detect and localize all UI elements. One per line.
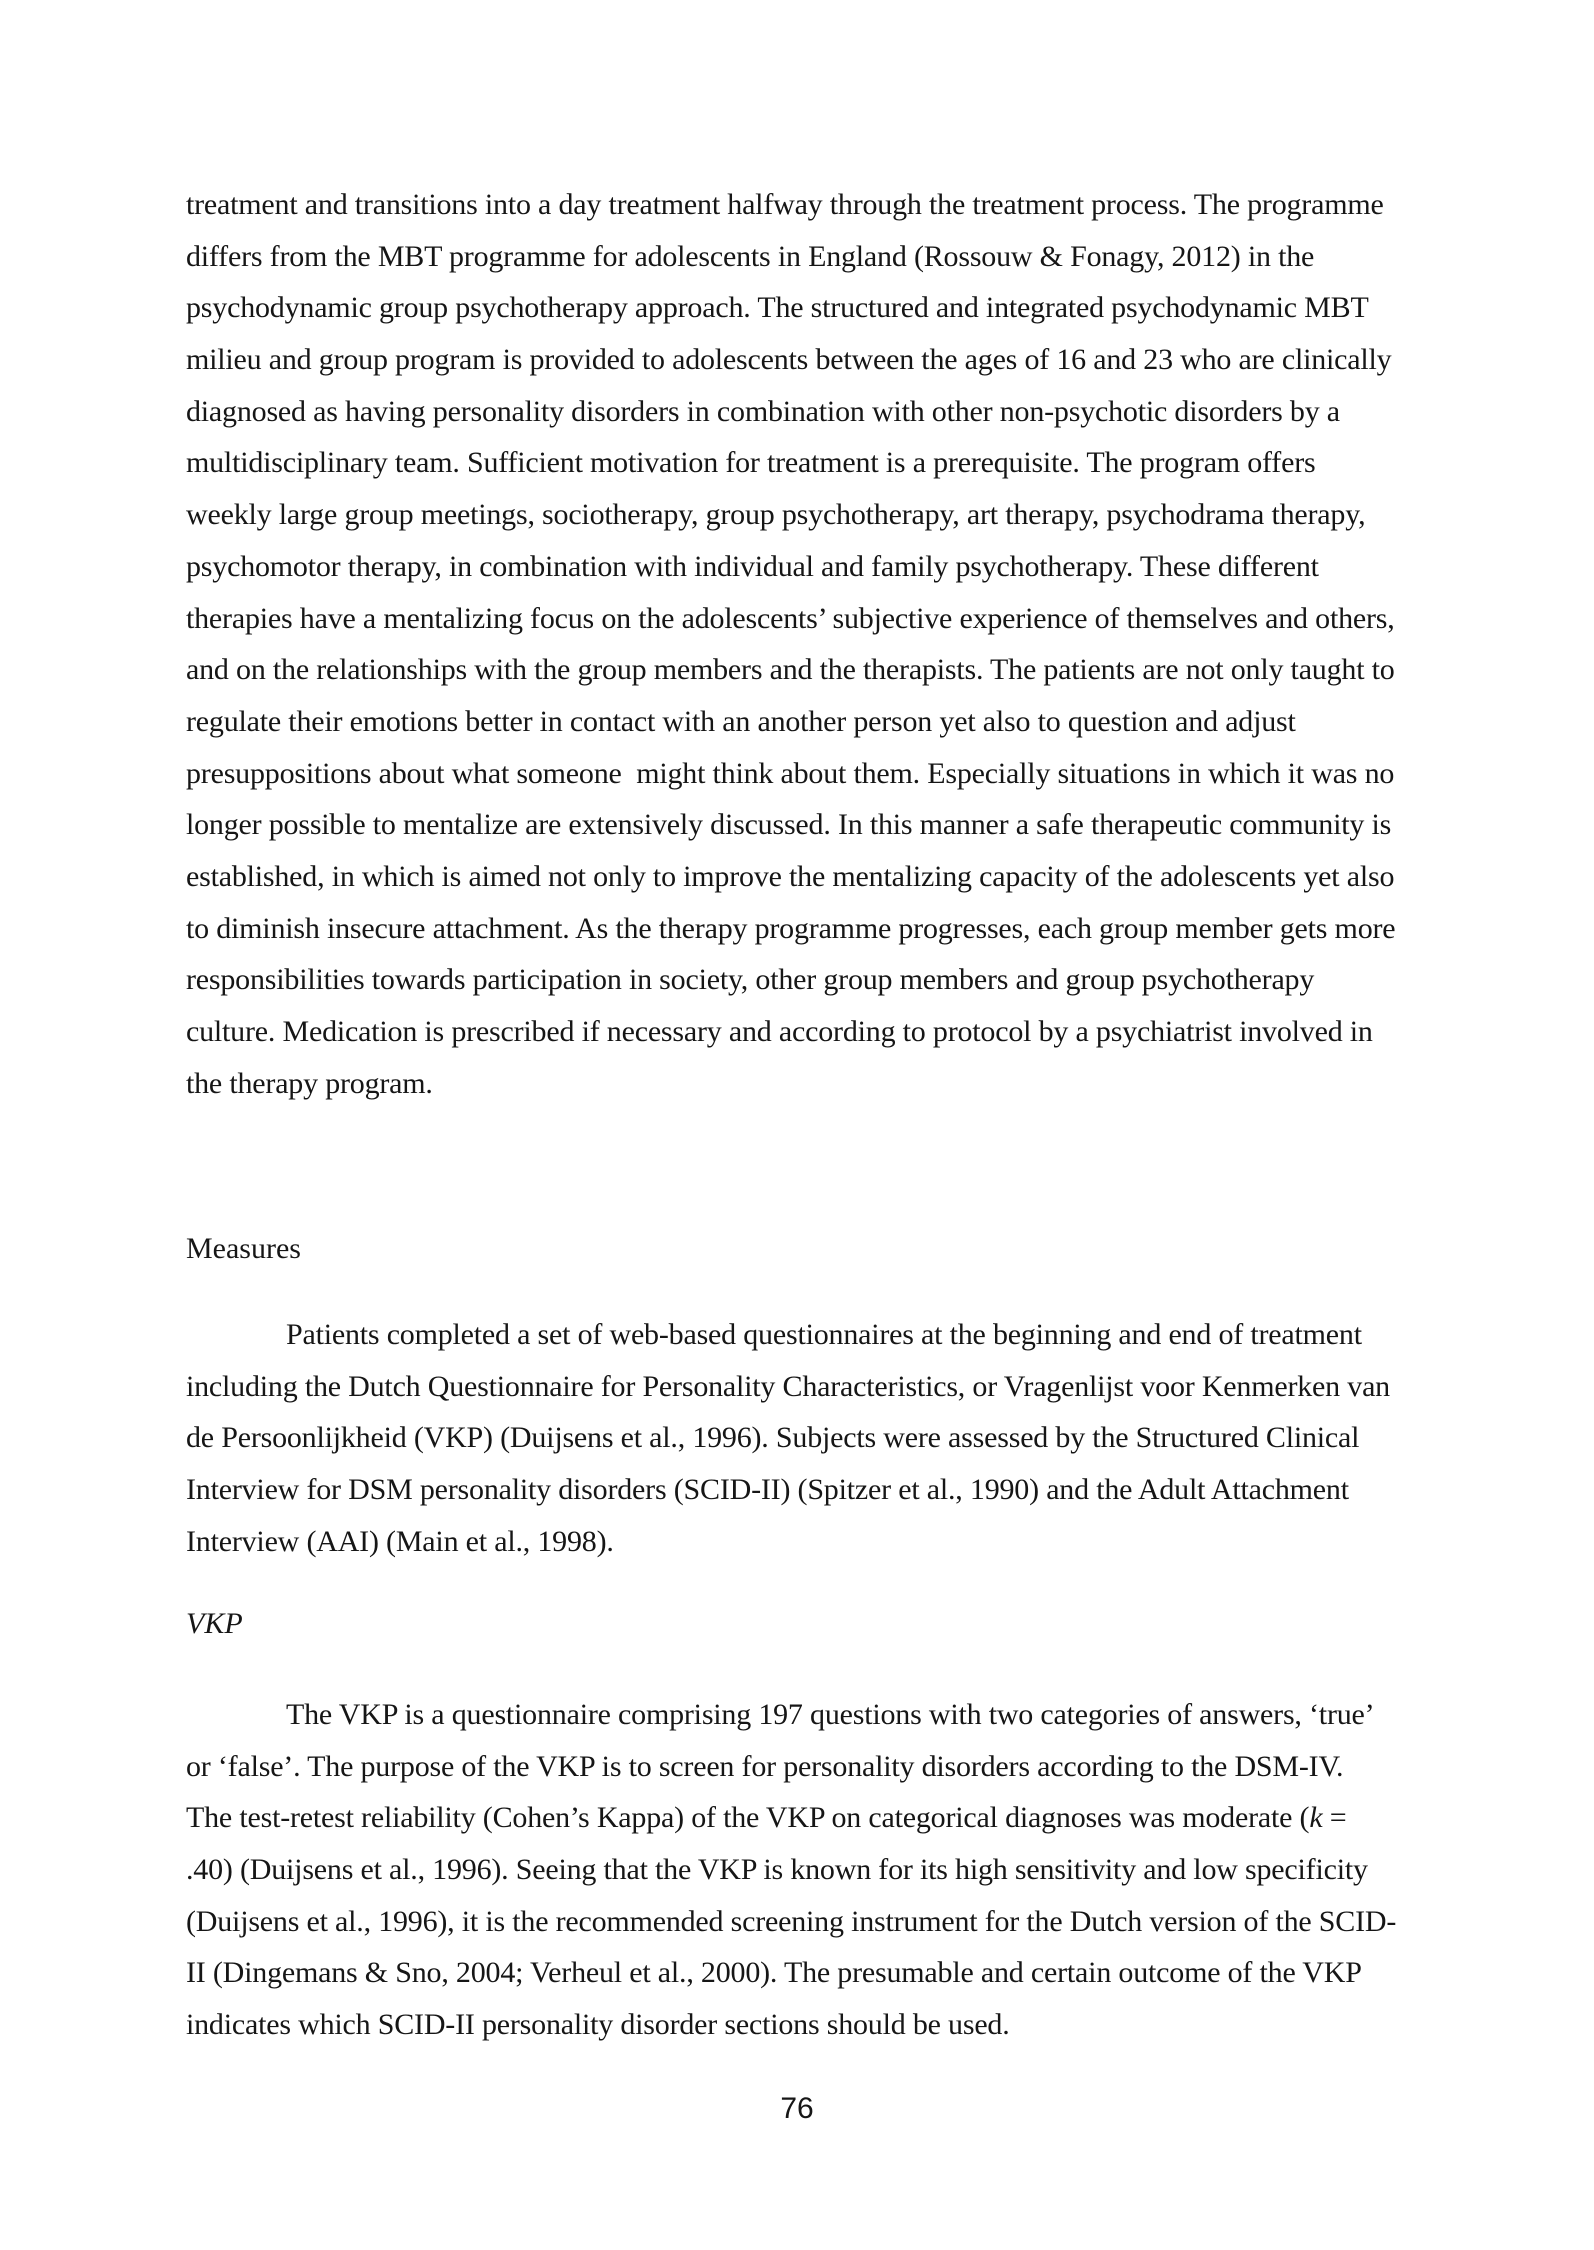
text-line: diagnosed as having personality disorders in combination with other non-psychotic disorders by a (186, 394, 1340, 428)
page-number: 76 (780, 2092, 814, 2125)
text-line: psychomotor therapy, in combination with individual and family psychotherapy. These different (186, 549, 1319, 583)
text-line: (Duijsens et al., 1996), it is the recommended screening instrument for the Dutch version of the SCID- (186, 1904, 1397, 1938)
text-line: culture. Medication is prescribed if necessary and according to protocol by a psychiatrist involved in (186, 1015, 1373, 1048)
text-line: The VKP is a questionnaire comprising 197 questions with two categories of answers, ‘true’ (286, 1698, 1375, 1731)
text-line: .40) (Duijsens et al., 1996). Seeing that the VKP is known for its high sensitivity and low specificity (186, 1853, 1368, 1887)
text-line: de Persoonlijkheid (VKP) (Duijsens et al., 1996). Subjects were assessed by the Structured Clinical (186, 1421, 1360, 1455)
text-line: weekly large group meetings, sociotherapy, group psychotherapy, art therapy, psychodrama therapy, (186, 498, 1366, 532)
paragraph-vkp (186, 1689, 1534, 2051)
text-segment: The test-retest reliability (Cohen’s Kappa) of the VKP on categorical diagnoses was moderate ( (186, 1801, 1310, 1835)
text-line: established, in which is aimed not only to improve the mentalizing capacity of the adolescents yet also (186, 859, 1395, 893)
italic-k-symbol: k (1309, 1801, 1323, 1835)
text-line: longer possible to mentalize are extensively discussed. In this manner a safe therapeutic community is (186, 808, 1392, 842)
text-line: multidisciplinary team. Sufficient motivation for treatment is a prerequisite. The program offers (186, 446, 1316, 480)
section-heading-measures: Measures (186, 1232, 301, 1265)
text-line: presuppositions about what someone might think about them. Especially situations in which it was no (186, 756, 1395, 790)
text-line: Patients completed a set of web-based questionnaires at the beginning and end of treatment (286, 1318, 1362, 1351)
text-line (186, 1792, 1534, 1844)
text-line: to diminish insecure attachment. As the therapy programme progresses, each group member gets more (186, 911, 1396, 945)
paragraph-measures (186, 1309, 1534, 1567)
text-line: differs from the MBT programme for adolescents in England (Rossouw & Fonagy, 2012) in the (186, 239, 1315, 273)
text-line: Interview (AAI) (Main et al., 1998). (186, 1524, 614, 1558)
text-line: regulate their emotions better in contact with an another person yet also to question and adjust (186, 704, 1296, 738)
text-line: milieu and group program is provided to adolescents between the ages of 16 and 23 who are clinically (186, 343, 1392, 377)
text-line: indicates which SCID-II personality disorder sections should be used. (186, 2008, 1010, 2042)
text-line: II (Dingemans & Sno, 2004; Verheul et al., 2000). The presumable and certain outcome of the VKP (186, 1956, 1362, 1990)
paragraph-treatment-program (186, 179, 1534, 1109)
text-line: Interview for DSM personality disorders (SCID-II) (Spitzer et al., 1990) and the Adult Attachment (186, 1473, 1349, 1507)
text-line: responsibilities towards participation in society, other group members and group psychotherapy (186, 963, 1315, 997)
section-heading-vkp: VKP (186, 1607, 243, 1640)
text-segment: = (1322, 1801, 1347, 1835)
text-line: the therapy program. (186, 1066, 433, 1100)
text-line: psychodynamic group psychotherapy approach. The structured and integrated psychodynamic MBT (186, 291, 1369, 325)
text-line: treatment and transitions into a day treatment halfway through the treatment process. The programme (186, 188, 1384, 221)
text-line: and on the relationships with the group members and the therapists. The patients are not only taught to (186, 653, 1395, 687)
text-line: including the Dutch Questionnaire for Personality Characteristics, or Vragenlijst voor Kenmerken van (186, 1369, 1390, 1403)
text-line: or ‘false’. The purpose of the VKP is to screen for personality disorders according to the DSM-IV. (186, 1749, 1344, 1783)
text-line: therapies have a mentalizing focus on the adolescents’ subjective experience of themselves and others, (186, 601, 1395, 635)
